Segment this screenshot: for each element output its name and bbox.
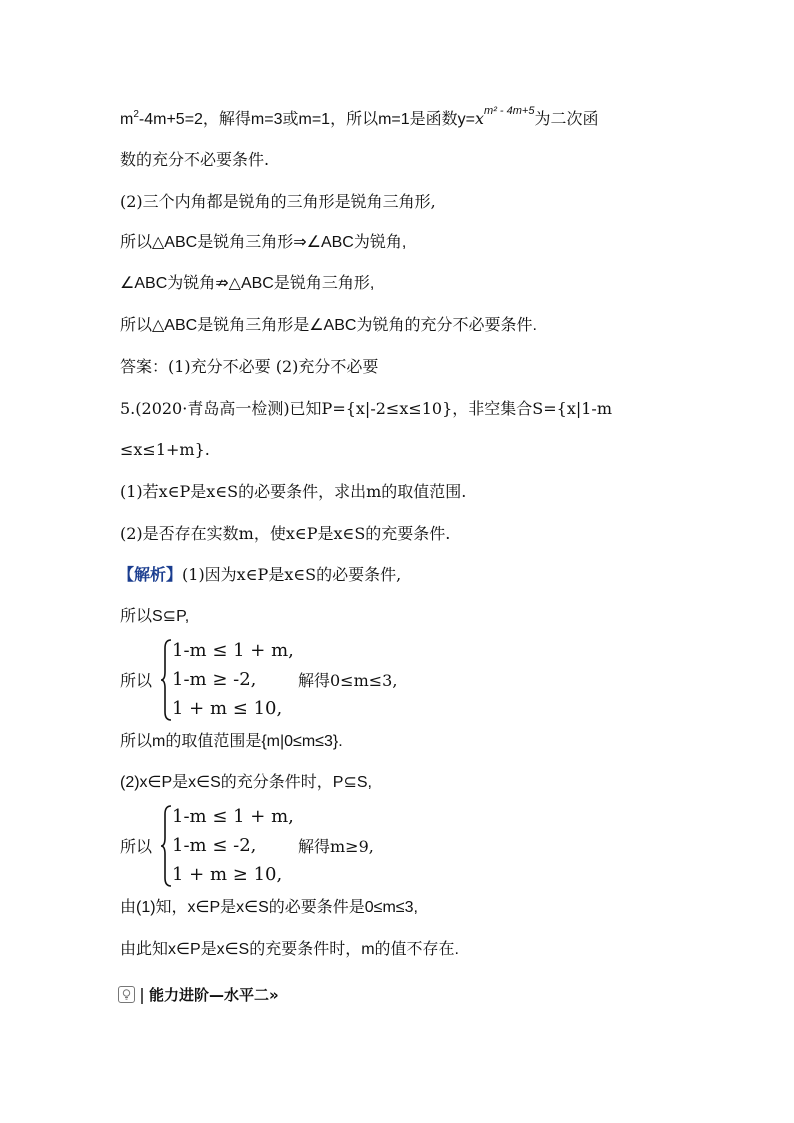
question-5-line-2: ≤x≤1+m}. <box>120 440 210 459</box>
system-row-2: 1-m ≥ -2, <box>172 669 257 690</box>
system-row-3: 1 + m ≥ 10, <box>172 864 283 885</box>
solution-text: (1)因为x∈P是x∈S的必要条件, <box>182 565 402 584</box>
lightbulb-icon <box>118 986 135 1003</box>
system-lead-text: 所以 <box>120 671 153 690</box>
question-5-part-2: (2)是否存在实数m，使x∈P是x∈S的充要条件. <box>120 524 451 543</box>
system-result: 解得m≥9, <box>298 837 374 856</box>
solution-line-4: (2)x∈P是x∈S的充分条件时，P⊆S, <box>120 774 372 791</box>
text-segment: -4m+5=2，解得m=3或m=1，所以m=1是函数y= <box>138 111 475 128</box>
solution-line-6: 由此知x∈P是x∈S的充要条件时，m的值不存在. <box>120 941 459 958</box>
section-title: 能力进阶—水平二» <box>149 986 279 1004</box>
solution-line-5: 由(1)知，x∈P是x∈S的必要条件是0≤m≤3, <box>120 899 418 916</box>
function-exponent: m² - 4m+5 <box>484 105 535 117</box>
solution-tag: 【解析】 <box>118 565 183 584</box>
text-m: m <box>120 111 134 128</box>
system-lead-text: 所以 <box>120 837 153 856</box>
text-line-1 <box>120 105 599 132</box>
solution-line-1 <box>118 565 401 585</box>
text-line-6: 所以△ABC是锐角三角形是∠ABC为锐角的充分不必要条件. <box>120 317 537 334</box>
question-5-part-1: (1)若x∈P是x∈S的必要条件，求出m的取值范围. <box>120 482 467 501</box>
text-line-5: ∠ABC为锐角⇏△ABC是锐角三角形, <box>120 275 375 292</box>
left-brace-icon <box>160 804 172 888</box>
answer-line: 答案：(1)充分不必要 (2)充分不必要 <box>120 357 379 376</box>
section-heading <box>118 984 279 1006</box>
system-result: 解得0≤m≤3, <box>298 671 398 690</box>
solution-line-2: 所以S⊆P, <box>120 608 190 625</box>
system-row-1: 1-m ≤ 1 + m, <box>172 640 294 661</box>
text-line-4: 所以△ABC是锐角三角形⇒∠ABC为锐角, <box>120 234 407 251</box>
function-base-x: x <box>475 109 485 128</box>
system-row-1: 1-m ≤ 1 + m, <box>172 806 294 827</box>
superscript-2: 2 <box>133 109 139 120</box>
text-segment: 为二次函 <box>534 111 599 128</box>
text-line-3: (2)三个内角都是锐角的三角形是锐角三角形, <box>120 192 436 211</box>
solution-line-3: 所以m的取值范围是{m|0≤m≤3}. <box>120 733 343 750</box>
system-row-3: 1 + m ≤ 10, <box>172 698 283 719</box>
question-5-line-1: 5.(2020·青岛高一检测)已知P={x|-2≤x≤10}，非空集合S={x|1-m <box>120 399 613 418</box>
system-row-2: 1-m ≤ -2, <box>172 835 257 856</box>
section-divider <box>141 988 143 1004</box>
text-line-2: 数的充分不必要条件. <box>120 150 270 169</box>
left-brace-icon <box>160 638 172 722</box>
